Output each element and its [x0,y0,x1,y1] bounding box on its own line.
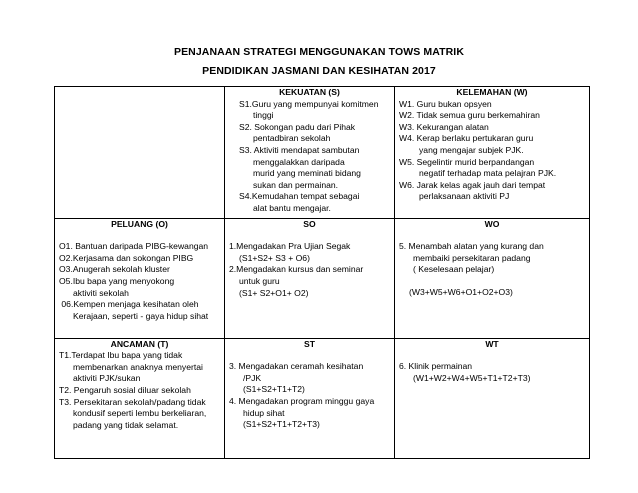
so-line: 2.Mengadakan kursus dan seminar [229,264,364,275]
so-line: (S1+S2+ S3 + O6) [239,252,310,263]
wt-cell [395,338,590,458]
kelemahan-line: W5. Segelintir murid berpandangan [399,156,535,167]
kekuatan-header: KEKUATAN (S) [279,87,340,97]
kelemahan-line: perlaksanaan aktiviti PJ [419,191,510,202]
st-cell [225,338,395,458]
ancaman-line: aktiviti PJK/sukan [73,373,141,384]
kelemahan-header: KELEMAHAN (W) [456,87,528,97]
peluang-line: aktiviti sekolah [73,287,129,298]
st-line: (S1+S2+T1+T2+T3) [243,419,320,430]
wt-line: (W1+W2+W4+W5+T1+T2+T3) [413,372,531,383]
kelemahan-line: W4. Kerap berlaku pertukaran guru [399,133,534,144]
peluang-header: PELUANG (O) [111,218,168,229]
kekuatan-line: S2. Sokongan padu dari Pihak [239,121,356,132]
ancaman-header: ANCAMAN (T) [110,338,169,349]
wo-line: membaiki persekitaran padang [413,252,531,263]
st-header: ST [304,338,315,349]
empty-corner-cell [55,87,225,219]
kekuatan-line: sukan dan permainan. [253,179,339,190]
wo-cell [395,218,590,338]
so-line: untuk guru [239,275,280,286]
tows-matrix-table [54,86,590,459]
so-line: (S1+ S2+O1+ O2) [239,287,309,298]
kekuatan-line: menggalakkan daripada [253,156,345,167]
wo-line: 5. Menambah alatan yang kurang dan [399,241,544,252]
peluang-line: O1. Bantuan daripada PIBG-kewangan [59,241,209,252]
ancaman-cell [55,338,225,458]
st-line: hidup sihat [243,407,285,418]
kekuatan-line: S4.Kemudahan tempat sebagai [239,191,360,202]
so-line: 1.Mengadakan Pra Ujian Segak [229,241,351,252]
wo-line [399,276,585,287]
kekuatan-line: pentadbiran sekolah [253,133,331,144]
kelemahan-line: W1. Guru bukan opsyen [399,98,492,109]
peluang-cell [55,218,225,338]
table-row [55,218,590,338]
ancaman-line: membenarkan anaknya menyertai [73,361,203,372]
peluang-line: O2.Kerjasama dan sokongan PIBG [59,252,194,263]
wo-line: (W3+W5+W6+O1+O2+O3) [409,286,513,297]
st-line: /PJK [243,372,262,383]
peluang-line: Kerajaan, seperti - gaya hidup sihat [73,310,209,321]
so-cell [225,218,395,338]
so-header: SO [303,218,316,229]
kekuatan-line: S1.Guru yang mempunyai komitmen [239,98,379,109]
peluang-line: O5.Ibu bapa yang menyokong [59,275,175,286]
kelemahan-line: W2. Tidak semua guru berkemahiran [399,110,540,121]
peluang-line: 06.Kempen menjaga kesihatan oleh [59,299,199,310]
ancaman-line: T3. Persekitaran sekolah/padang tidak [59,396,206,407]
kelemahan-line: W3. Kekurangan alatan [399,121,489,132]
ancaman-line: T1.Terdapat Ibu bapa yang tidak [59,350,183,361]
ancaman-line: padang yang tidak selamat. [73,419,179,430]
wt-line: 6. Klinik permainan [399,361,473,372]
kelemahan-line: negatif terhadap mata pelajran PJK. [419,168,557,179]
kekuatan-line: S3. Aktiviti mendapat sambutan [239,144,360,155]
table-row [55,87,590,219]
kelemahan-cell [395,87,590,219]
wo-header: WO [484,218,500,229]
kekuatan-line: alat bantu mengajar. [253,202,331,213]
page-subtitle: PENDIDIKAN JASMANI DAN KESIHATAN 2017 [202,65,436,77]
st-line: 3. Mengadakan ceramah kesihatan [229,361,364,372]
st-line: (S1+S2+T1+T2) [243,384,305,395]
wo-line: ( Keselesaan pelajar) [413,264,495,275]
kelemahan-line: W6. Jarak kelas agak jauh dari tempat [399,179,546,190]
kekuatan-cell [225,87,395,219]
page-title: PENJANAAN STRATEGI MENGGUNAKAN TOWS MATRIK [173,46,465,58]
peluang-line: O3.Anugerah sekolah kluster [59,264,170,275]
st-line: 4. Mengadakan program minggu gaya [229,395,375,406]
wt-header: WT [485,338,499,349]
ancaman-line: T2. Pengaruh sosial diluar sekolah [59,384,191,395]
kekuatan-line: murid yang meminati bidang [253,168,361,179]
ancaman-line: kondusif seperti lembu berkeliaran, [73,408,207,419]
kelemahan-line: yang mengajar subjek PJK. [419,144,524,155]
table-row [55,338,590,458]
kekuatan-line: tinggi [253,110,274,121]
